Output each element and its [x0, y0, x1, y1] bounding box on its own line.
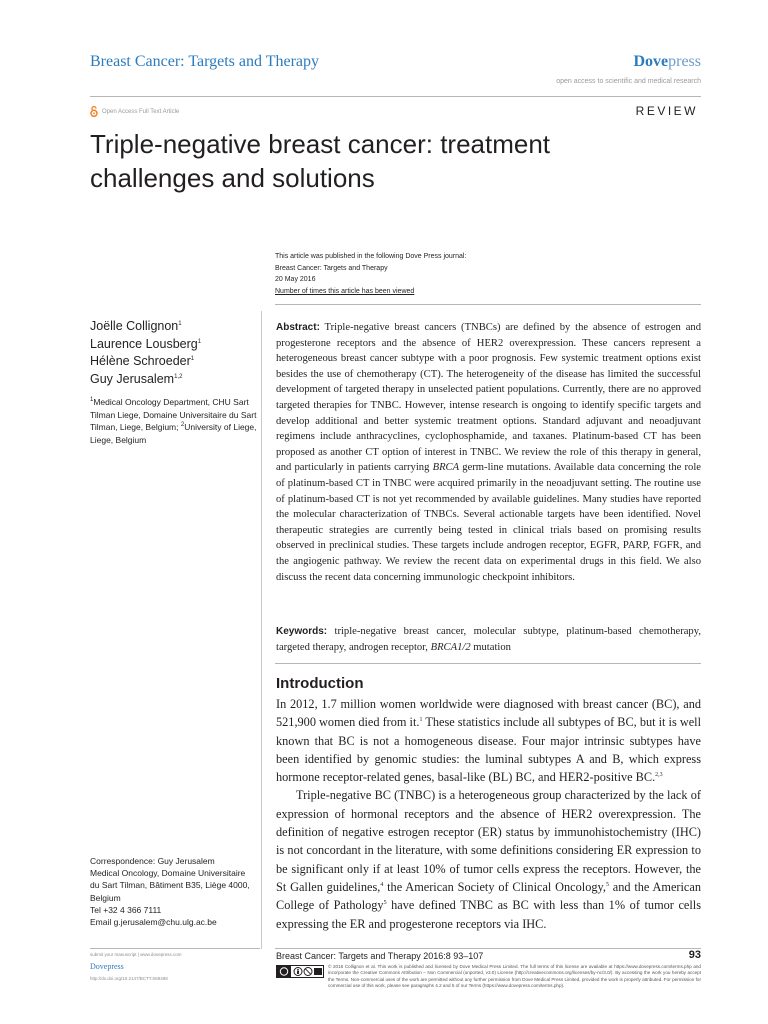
affiliations: $^1$Medical Oncology Department, CHU Sart Tilman Liege, Domaine Universitaire du Sart Tilman, Liege, Belgium; $^2$University of Liege, Liege, Belgium — [90, 397, 257, 445]
dovepress-logo[interactable] — [633, 53, 701, 71]
brand-tagline: open access to scientific and medical research — [556, 78, 701, 85]
footer-divider-right — [275, 948, 701, 949]
open-access-label — [90, 106, 179, 117]
creative-commons-icon[interactable] — [276, 965, 324, 978]
author: Joëlle Collignon$^1$ — [90, 319, 182, 333]
paragraph: Triple-negative BC (TNBC) is a heterogeneous group characterized by the lack of expression of hormonal receptors and the absence of HER2 overexpression. The definition of negative estrogen receptor (ER) status by immunohistochemistry (IHC) is not concordant in the literature, with some definitions considering ER expression to be significant only if at least 10% of tumor cells express the receptors. However, the St Gallen guidelines,$^4$ the American Society of Clinical Oncology,$^5$ and the American College of Pathology$^5$ have defined TNBC as BC with less than 1% of tumor cells expressing the ER and progesterone receptors via IHC. — [276, 788, 702, 931]
article-title — [90, 127, 650, 195]
author-list — [90, 318, 201, 388]
brand-light: press — [668, 53, 701, 70]
column-divider — [261, 311, 262, 949]
journal-title: Breast Cancer: Targets and Therapy — [90, 53, 320, 70]
brand-bold: Dove — [633, 53, 669, 70]
author: Laurence Lousberg$^1$ — [90, 336, 202, 351]
abstract-divider — [275, 663, 701, 664]
footer-divider-left — [90, 948, 260, 949]
correspondence: Correspondence: Guy Jerusalem Medical Oncology, Domaine Universitaire du Sart Tilman, Bâtiment B35, Liège 4000, Belgium Tel +32 4 366 7111 Email g.jerusalem@chu.ulg.ac.be — [90, 855, 265, 928]
email-link[interactable]: Email g.jerusalem@chu.ulg.ac.be — [90, 917, 217, 928]
author: Hélène Schroeder$^1$ — [90, 354, 195, 368]
submit-manuscript-link[interactable]: submit your manuscript | www.dovepress.com — [90, 952, 182, 957]
article-title-line-2: challenges and solutions — [90, 163, 375, 193]
article-type: REVIEW — [635, 104, 698, 118]
article-title-line-1: Triple-negative breast cancer: treatment — [90, 129, 551, 159]
abstract: Abstract: Triple-negative breast cancers (TNBCs) are defined by the absence of estrogen and progesterone receptors and the absence of HER2 overexpression. These cancers represent a heterogeneous breast cancer subtype with a poor prognosis. Few systemic treatment options exist besides the use of chemotherapy (CT). The heterogeneity of the disease has limited the successful development of targeted therapy in unselected patient populations. Currently, there are no approved targeted therapies for TNBC. However, intense research is ongoing to identify specific targets and develop additional and better systemic treatment options. Standard adjuvant and neoadjuvant regimens include anthracyclines, cyclophosphamide, and taxanes. Platinum-based CT has been proposed as another CT option of interest in TNBC. We review the role of this therapy in general, and particularly in patients carrying BRCA germ-line mutations. Available data concerning the role of platinum-based CT in TNBC were acquired primarily in the neoadjuvant setting. The routine use of platinum-based CT is not yet recommended by available guidelines. Many studies have reported the molecular characterization of TNBCs. Several actionable targets have been identified. Novel therapeutic strategies are currently being tested in clinical trials based on promising results observed in preclinical studies. These targets include androgen receptor, EGFR, PARP, FGFR, and the angiogenic pathway. We review the recent data on experimental drugs in this field. We also discuss the recent data concerning immunologic checkpoint inhibitors. — [276, 322, 701, 583]
pubinfo-divider — [275, 304, 701, 305]
author: Guy Jerusalem$^{1,2}$ — [90, 371, 183, 386]
license-text: © 2016 Collignon et al. This work is published and licensed by Dove Medical Press Limited. The full terms of this license are available at https://www.dovepress.com/terms.php and incorporate the Creative Commons Attribution – Non Commercial (unported, v3.0) License (http://creativecommons.org/licenses/by-nc/3.0/). By accessing the work you hereby accept the Terms. Non-commercial uses of the work are permitted without any further permission from Dove Medical Press Limited, provided the work is properly attributed. For permission for commercial use of this work, please see paragraphs 4.2 and 5 of our Terms (https://www.dovepress.com/terms.php). — [328, 964, 701, 988]
pub-date: 20 May 2016 — [275, 276, 316, 283]
footer-brand[interactable]: Dovepress — [90, 962, 124, 971]
page-number: 93 — [688, 949, 701, 961]
open-access-text: Open Access Full Text Article — [102, 108, 180, 115]
publication-info — [275, 251, 466, 297]
abstract-label: Abstract: — [276, 322, 320, 333]
keywords: Keywords: triple-negative breast cancer, molecular subtype, platinum-based chemotherapy, targeted therapy, androgen receptor, BRCA1/2 mutation — [276, 626, 701, 653]
introduction-body — [276, 695, 701, 933]
views-link[interactable]: Number of times this article has been viewed — [275, 287, 415, 295]
doi-link[interactable]: http://dx.doi.org/10.2147/BCTT.S69488 — [90, 976, 168, 981]
citation: Breast Cancer: Targets and Therapy 2016:8 93–107 — [276, 951, 484, 961]
paragraph: In 2012, 1.7 million women worldwide were diagnosed with breast cancer (BC), and 521,900 women died from it.$^1$ These statistics include all subtypes of BC, but it is well known that BC is not a homogeneous disease. Four major intrinsic subtypes have been identified by genomic studies: the luminal subtypes A and B, which express hormone receptor-related genes, basal-like (BL) BC, and HER2-positive BC.$^{2,3}$ — [276, 697, 701, 785]
pub-journal[interactable]: Breast Cancer: Targets and Therapy — [275, 264, 388, 272]
open-access-icon — [90, 106, 98, 117]
keywords-label: Keywords: — [276, 626, 328, 637]
header-divider — [90, 96, 701, 97]
pub-line-1: This article was published in the following Dove Press journal: — [275, 253, 467, 260]
section-heading-introduction: Introduction — [276, 675, 364, 692]
